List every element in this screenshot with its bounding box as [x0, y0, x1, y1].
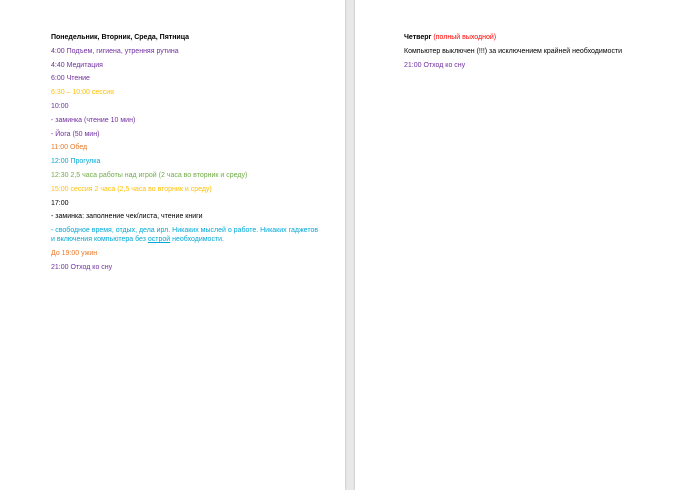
schedule-line-dinner: До 19:00 ужин — [51, 249, 98, 257]
document-page-left — [0, 0, 345, 490]
schedule-line-reading: 6:00 Чтение — [51, 75, 90, 83]
free-time-underlined-word: острой — [147, 236, 171, 244]
thursday-heading — [404, 33, 674, 42]
schedule-line-session: 6:30 – 10:00 сессия — [51, 89, 114, 97]
thursday-line-sleep: 21:00 Отход ко сну — [404, 61, 466, 69]
page-content-right — [404, 33, 674, 74]
schedule-line-sleep: 21:00 Отход ко сну — [51, 263, 113, 271]
free-time-text-1: - свободное время, отдых, дела ирл. Никаких мыслей о работе. Никаких гаджетов и включения компьютера без — [51, 227, 319, 244]
document-page-right — [355, 0, 700, 490]
schedule-line-meditation: 4:40 Медитация — [51, 61, 103, 69]
schedule-line-wakeup: 4:00 Подъем, гигиена, утренняя рутина — [51, 47, 179, 55]
thursday-note: (полный выходной) — [433, 34, 497, 41]
schedule-line-walk: 12:00 Прогулка — [51, 158, 101, 166]
schedule-line-session-2: 15:00 сессия 2 часа (2,5 часа во вторник и среду) — [51, 185, 212, 193]
schedule-line-lunch: 11:00 Обед — [51, 144, 88, 152]
schedule-line-cooldown: - заминка (чтение 10 мин) — [51, 116, 136, 124]
thursday-day: Четверг — [404, 34, 432, 41]
page-content — [51, 33, 321, 277]
free-time-text-2: необходимости. — [170, 236, 224, 244]
schedule-heading: Понедельник, Вторник, Среда, Пятница — [51, 34, 190, 41]
schedule-line-checklist: - заминка: заполнение чек/листа, чтение книги — [51, 213, 203, 221]
schedule-line-yoga: - Йога (50 мин) — [51, 130, 100, 138]
schedule-line-17: 17:00 — [51, 199, 69, 207]
thursday-line-computer: Компьютер выключен (!!!) за исключением крайней необходимости — [404, 47, 623, 55]
schedule-line-free-time — [51, 226, 321, 244]
schedule-line-10: 10:00 — [51, 102, 69, 110]
schedule-line-game-work: 12:30 2,5 часа работы над игрой (2 часа во вторник и среду) — [51, 171, 248, 179]
